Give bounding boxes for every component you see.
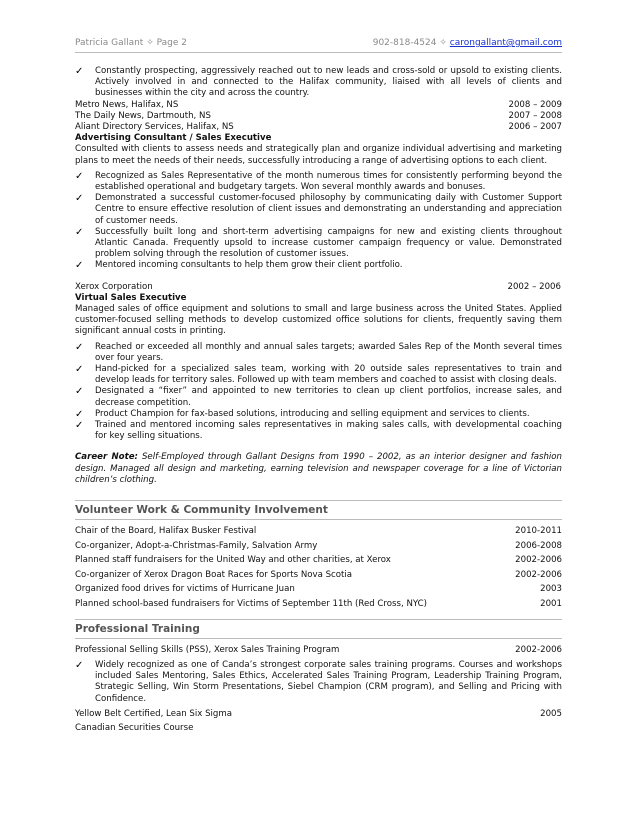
header-contact — [373, 38, 562, 49]
checkmark-icon: ✓ — [75, 170, 84, 182]
list-item: ✓ Hand-picked for a specialized sales team, working with 20 outside sales representatives to train and develop leads for territory sales. Followed up with team members and coached to assist with closing deals. — [75, 364, 562, 386]
job-summary: Consulted with clients to assess needs and strategically plan and organize individual advertising and marketing plans to meet the needs of their needs, successfully introducing a range of advertising options to each client. — [75, 144, 562, 166]
job-title: Advertising Consultant / Sales Executive — [75, 133, 272, 144]
career-note — [75, 452, 562, 486]
email-link[interactable]: carongallant@gmail.com — [449, 38, 562, 48]
volunteer-row: Organized food drives for victims of Hurricane Juan 2003 — [75, 584, 562, 595]
list-item: ✓ Demonstrated a successful customer-focused philosophy by communicating daily with Customer Support Centre to ensure effective resolution of client issues and demonstrating an understanding and appreciation of customer needs. — [75, 193, 562, 226]
list-item: ✓ Widely recognized as one of Canda’s strongest corporate sales training programs. Courses and workshops included Sales Mentoring, Sales Ethics, Accelerated Sales Training Program, Leadership Training Program, Strategic Selling, Win Storm Presentations, Siebel Champion (CRM program), and Selling and Pricing with Confidence. — [75, 659, 562, 704]
checkmark-icon: ✓ — [75, 408, 84, 420]
career-note-text: Self-Employed through Gallant Designs from 1990 – 2002, as an interior designer and fashion design. Managed all design and marketing, earning television and newspaper coverage for a line of Victorian children’s clothing. — [75, 452, 563, 485]
training-row: Professional Selling Skills (PSS), Xerox Sales Training Program 2002-2006 — [75, 645, 562, 656]
training-row: Yellow Belt Certified, Lean Six Sigma 2005 — [75, 708, 562, 719]
checkmark-icon: ✓ — [75, 66, 84, 77]
volunteer-row: Co-organizer, Adopt-a-Christmas-Family, Salvation Army 2006-2008 — [75, 540, 562, 551]
employer-row: Metro News, Halifax, NS 2008 – 2009 — [75, 99, 562, 110]
list-item: ✓ Product Champion for fax-based solutions, introducing and selling equipment and services to clients. — [75, 408, 530, 420]
page-header — [75, 38, 562, 53]
list-item: ✓ Constantly prospecting, aggressively reached out to new leads and cross-sold or upsold to existing clients. Actively involved in and connected to the Halifax community, liaised with all levels of clients and businesses within the city and across the country. — [75, 66, 562, 99]
header-name-page: Patricia Gallant ✧ Page 2 — [75, 38, 187, 48]
header-phone: 902-818-4524 ✧ — [372, 38, 447, 48]
resume-content — [75, 66, 562, 738]
list-item: ✓ Trained and mentored incoming sales representatives in making sales calls, with developmental coaching for key selling situations. — [75, 420, 562, 442]
employer-row: The Daily News, Dartmouth, NS 2007 – 2008 — [75, 110, 562, 121]
employer-row: Aliant Directory Services, Halifax, NS 2006 – 2007 — [75, 121, 562, 132]
volunteer-row: Co-organizer of Xerox Dragon Boat Races for Sports Nova Scotia 2002-2006 — [75, 569, 562, 580]
training-row: Canadian Securities Course — [75, 723, 194, 734]
list-item: ✓ Designated a “fixer” and appointed to new territories to clean up client portfolios, increase sales, and decrease competition. — [75, 386, 562, 408]
volunteer-row: Planned school-based fundraisers for Victims of September 11th (Red Cross, NYC) 2001 — [75, 598, 562, 609]
checkmark-icon: ✓ — [75, 226, 84, 238]
checkmark-icon: ✓ — [75, 386, 84, 398]
job-title: Virtual Sales Executive — [75, 292, 187, 303]
checkmark-icon: ✓ — [75, 260, 84, 272]
employer-row: Xerox Corporation 2002 – 2006 — [75, 281, 561, 292]
volunteer-row: Planned staff fundraisers for the United Way and other charities, at Xerox 2002-2006 — [75, 555, 562, 566]
section-heading-volunteer: Volunteer Work & Community Involvement — [75, 500, 562, 520]
list-item: ✓ Successfully built long and short-term advertising campaigns for new and existing clients throughout Atlantic Canada. Frequently upsold to increase customer campaign frequency or value. Demonstrated problem solving through the resolution of customer issues. — [75, 226, 562, 260]
section-heading-training: Professional Training — [75, 619, 562, 639]
volunteer-row: Chair of the Board, Halifax Busker Festival 2010-2011 — [75, 526, 562, 537]
checkmark-icon: ✓ — [75, 420, 84, 432]
checkmark-icon: ✓ — [75, 193, 84, 205]
checkmark-icon: ✓ — [75, 659, 84, 671]
list-item: ✓ Mentored incoming consultants to help them grow their client portfolio. — [75, 260, 403, 272]
job-summary: Managed sales of office equipment and solutions to small and large business across the United States. Applied customer-focused selling methods to develop customized office solutions for clients, frequently saving them significant annual costs in printing. — [75, 304, 562, 337]
checkmark-icon: ✓ — [75, 341, 84, 353]
career-note-label: Career Note: — [75, 452, 138, 463]
checkmark-icon: ✓ — [75, 364, 84, 376]
list-item: ✓ Recognized as Sales Representative of the month numerous times for consistently performing beyond the established operational and budgetary targets. Won several monthly awards and bonuses. — [75, 170, 562, 192]
list-item: ✓ Reached or exceeded all monthly and annual sales targets; awarded Sales Rep of the Month several times over four years. — [75, 341, 562, 363]
